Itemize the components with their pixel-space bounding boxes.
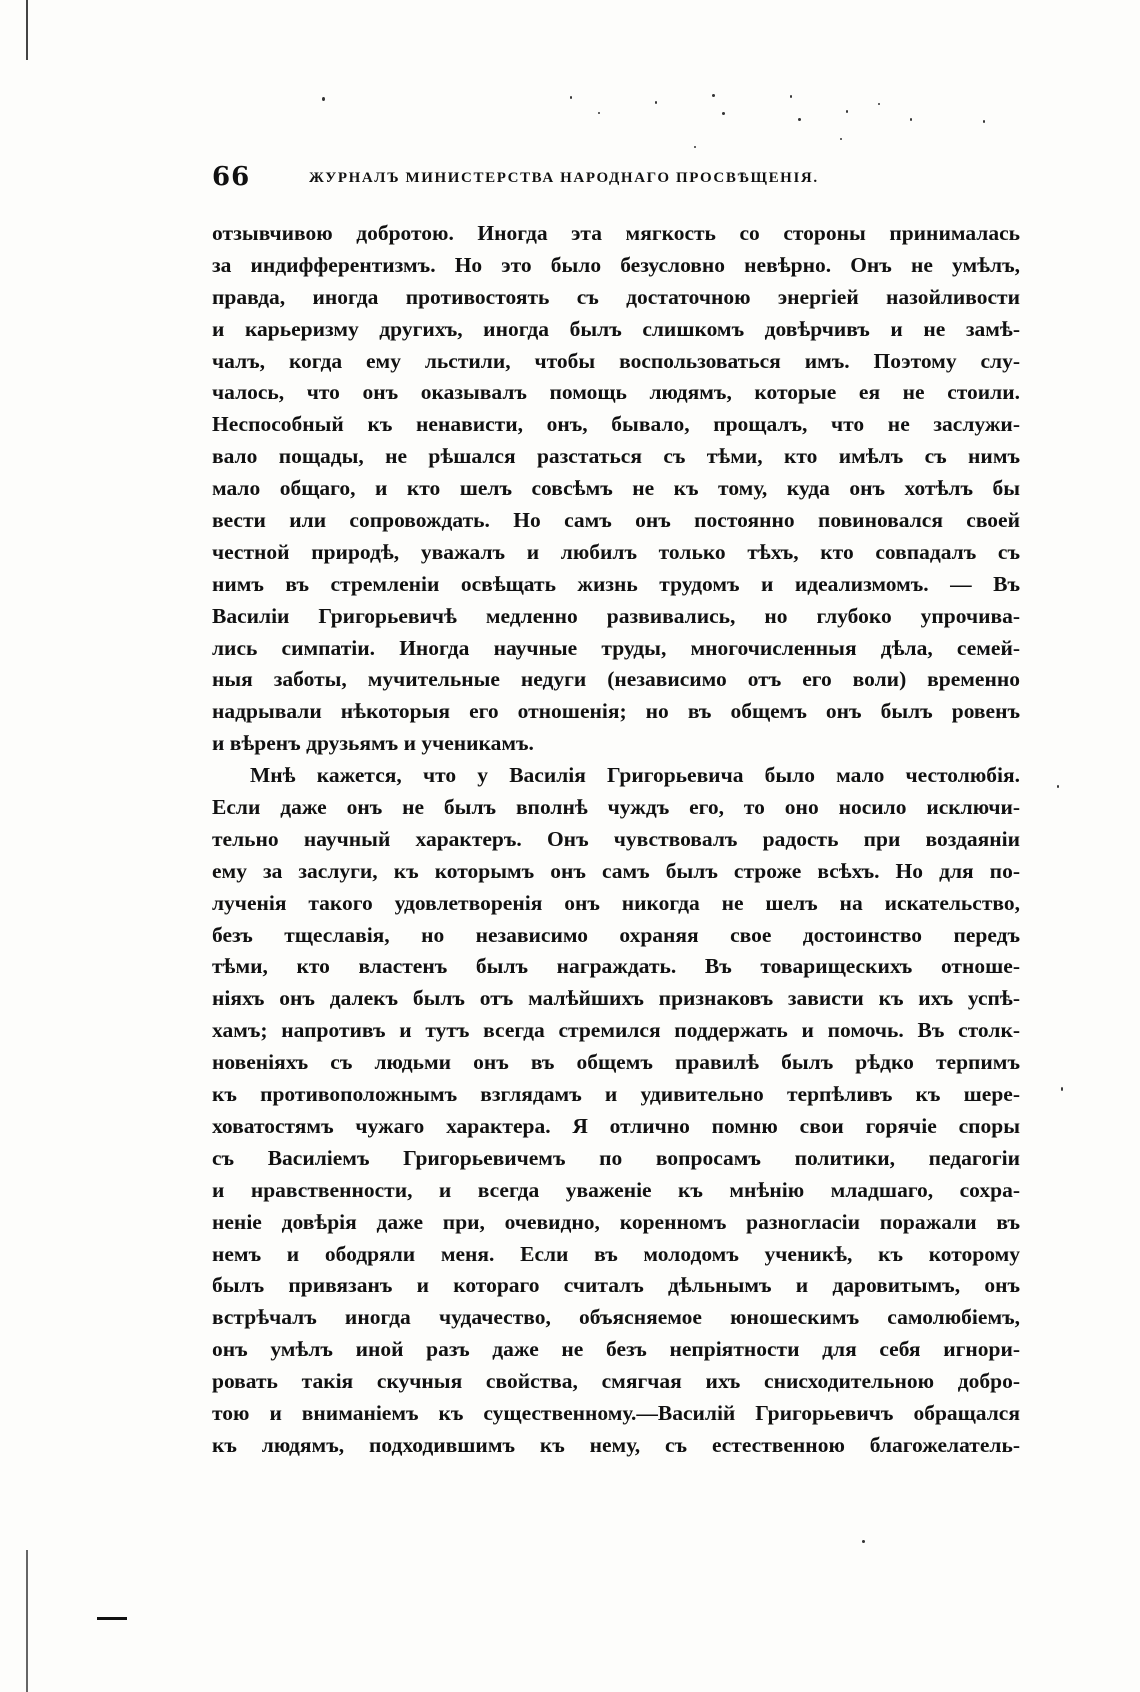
text-line: честной природѣ, уважалъ и любилъ только тѣхъ, кто совпадалъ съ (212, 539, 1020, 564)
text-line: Если даже онъ не былъ вполнѣ чуждъ его, то оно носило исключи- (212, 795, 1020, 820)
scan-speck (694, 146, 696, 148)
text-line: тою и вниманіемъ къ существенному.—Василій Григорьевичъ обращался (212, 1400, 1020, 1425)
text-line: ховатостямъ чужаго характера. Я отлично помню свои горячіе споры (212, 1113, 1020, 1138)
text-line: надрывали нѣкоторыя его отношенія; но въ общемъ онъ былъ ровенъ (212, 699, 1020, 724)
text-line: къ противоположнымъ взглядамъ и удивительно терпѣливъ къ шере- (212, 1082, 1020, 1107)
text-line: встрѣчалъ иногда чудачество, объясняемое юношескимъ самолюбіемъ, (212, 1305, 1020, 1330)
text-line: Неспособный къ ненависти, онъ, бывало, прощалъ, что не заслужи- (212, 412, 1020, 437)
text-line: за индифферентизмъ. Но это было безусловно невѣрно. Онъ не умѣлъ, (212, 252, 1020, 277)
body-text (212, 218, 1020, 1462)
text-line: ровать такія скучныя свойства, смягчая ихъ снисходительною добро- (212, 1369, 1020, 1394)
text-line: и нравственности, и всегда уваженіе къ мнѣнію младшаго, сохра- (212, 1177, 1020, 1202)
text-line: ему за заслуги, къ которымъ онъ самъ былъ строже всѣхъ. Но для по- (212, 858, 1020, 883)
text-line: нимъ въ стремленіи освѣщать жизнь трудомъ и идеализмомъ. — Въ (212, 571, 1020, 596)
text-line: чалъ, когда ему льстили, чтобы воспользоваться имъ. Поэтому слу- (212, 348, 1020, 373)
scan-speck (1061, 1087, 1063, 1091)
scan-speck (910, 118, 912, 121)
text-line: ныя заботы, мучительные недуги (независимо отъ его воли) временно (212, 667, 1020, 692)
text-line: лись симпатіи. Иногда научные труды, многочисленныя дѣла, семей- (212, 635, 1020, 660)
scan-speck (790, 95, 792, 98)
text-line: неніе довѣрія даже при, очевидно, коренномъ разногласіи поражали въ (212, 1209, 1020, 1234)
scan-speck (598, 112, 600, 114)
text-line: вести или сопровождать. Но самъ онъ постоянно повиновался своей (212, 508, 1020, 533)
paragraph-start-line: Мнѣ кажется, что у Василія Григорьевича было мало честолюбія. (250, 763, 1020, 788)
paragraph-end-line: и вѣренъ друзьямъ и ученикамъ. (212, 731, 534, 756)
text-line: онъ умѣлъ иной разъ даже не безъ непріятности для себя игнори- (212, 1337, 1020, 1362)
text-line: былъ привязанъ и котораго считалъ дѣльнымъ и даровитымъ, онъ (212, 1273, 1020, 1298)
scan-speck (322, 97, 325, 101)
text-line: и карьеризму другихъ, иногда былъ слишкомъ довѣрчивъ и не замѣ- (212, 316, 1020, 341)
text-line: вало пощады, не рѣшался разстаться съ тѣми, кто имѣлъ съ нимъ (212, 444, 1020, 469)
text-line: лученія такого удовлетворенія онъ никогда не шелъ на искательство, (212, 890, 1020, 915)
scan-speck (983, 120, 985, 123)
margin-dash (97, 1617, 127, 1620)
text-line: безъ тщеславія, но независимо охраняя свое достоинство передъ (212, 922, 1020, 947)
scan-speck (798, 118, 801, 121)
scan-speck (878, 103, 880, 105)
scan-speck (570, 96, 572, 99)
page-number: 66 (212, 162, 251, 192)
scan-speck (712, 94, 715, 97)
scan-speck (1057, 785, 1059, 788)
text-line: отзывчивою добротою. Иногда эта мягкость со стороны принималась (212, 221, 1020, 245)
text-line: тельно научный характеръ. Онъ чувствовалъ радость при воздаяніи (212, 826, 1020, 851)
text-line: ніяхъ онъ далекъ былъ отъ малѣйшихъ признаковъ зависти къ ихъ успѣ- (212, 986, 1020, 1011)
scan-edge-mark (26, 0, 28, 60)
text-line: тѣми, кто властенъ былъ награждать. Въ товарищескихъ отноше- (212, 954, 1020, 979)
text-line: новеніяхъ съ людьми онъ въ общемъ правилѣ былъ рѣдко терпимъ (212, 1050, 1020, 1075)
scan-speck (840, 138, 842, 140)
text-line: хамъ; напротивъ и тутъ всегда стремился поддержать и помочь. Въ столк- (212, 1018, 1020, 1043)
text-line: чалось, что онъ оказывалъ помощь людямъ, которые ея не стоили. (212, 380, 1020, 405)
text-line: мало общаго, и кто шелъ совсѣмъ не къ тому, куда онъ хотѣлъ бы (212, 476, 1020, 501)
running-title: ЖУРНАЛЪ МИНИСТЕРСТВА НАРОДНАГО ПРОСВѢЩЕНІЯ. (309, 170, 819, 186)
text-line: съ Василіемъ Григорьевичемъ по вопросамъ политики, педагогіи (212, 1145, 1020, 1170)
scan-edge-mark-lower (26, 1550, 28, 1692)
text-line: Василіи Григорьевичѣ медленно развивались, но глубоко упрочива- (212, 603, 1020, 628)
page-header (212, 162, 972, 202)
scan-speck (846, 110, 848, 113)
scan-speck (722, 112, 725, 115)
scan-speck (655, 101, 657, 104)
text-line: немъ и ободряли меня. Если въ молодомъ ученикѣ, къ которому (212, 1241, 1020, 1266)
text-line: правда, иногда противостоять съ достаточною энергіей назойливости (212, 284, 1020, 309)
scan-speck (862, 1540, 865, 1543)
text-line: къ людямъ, подходившимъ къ нему, съ естественною благожелатель- (212, 1432, 1020, 1457)
